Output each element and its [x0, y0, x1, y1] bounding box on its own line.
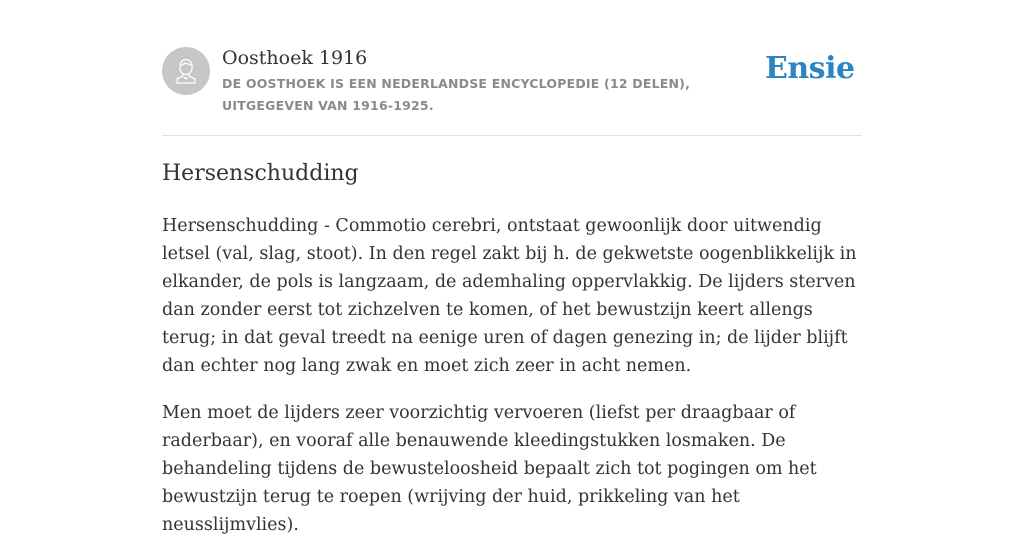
- article-paragraph: Men moet de lijders zeer voorzichtig vervoeren (liefst per draagbaar of raderbaar), en vooraf alle benauwende kleedingstukken losmaken. De behandeling tijdens de bewusteloosheid bepaalt zich tot pogingen om het bewustzijn terug te roepen (wrijving der huid, prikkeling van het neusslijmvlies).: [162, 403, 817, 535]
- source-title[interactable]: Oosthoek 1916: [222, 47, 368, 69]
- user-placeholder-icon[interactable]: [162, 47, 210, 95]
- article-paragraph: Hersenschudding - Commotio cerebri, ontstaat gewoonlijk door uitwendig letsel (val, slag, stoot). In den regel zakt bij h. de gekwetste oogenblikkelijk in elkander, de pols is langzaam, de ademhaling oppervlakkig. De lijders sterven dan zonder eerst tot zichzelven te komen, of het bewustzijn keert allengs terug; in dat geval treedt na eenige uren of dagen genezing in; de lijder blijft dan echter nog lang zwak en moet zich zeer in acht nemen.: [162, 216, 857, 376]
- source-header: [162, 47, 862, 117]
- source-description: DE OOSTHOEK IS EEN NEDERLANDSE ENCYCLOPEDIE (12 DELEN), UITGEGEVEN VAN 1916-1925.: [222, 76, 691, 113]
- article-title: Hersenschudding: [162, 161, 359, 186]
- ensie-logo[interactable]: Ensie: [765, 51, 855, 86]
- header-divider: [162, 135, 862, 136]
- article-body: [162, 212, 862, 558]
